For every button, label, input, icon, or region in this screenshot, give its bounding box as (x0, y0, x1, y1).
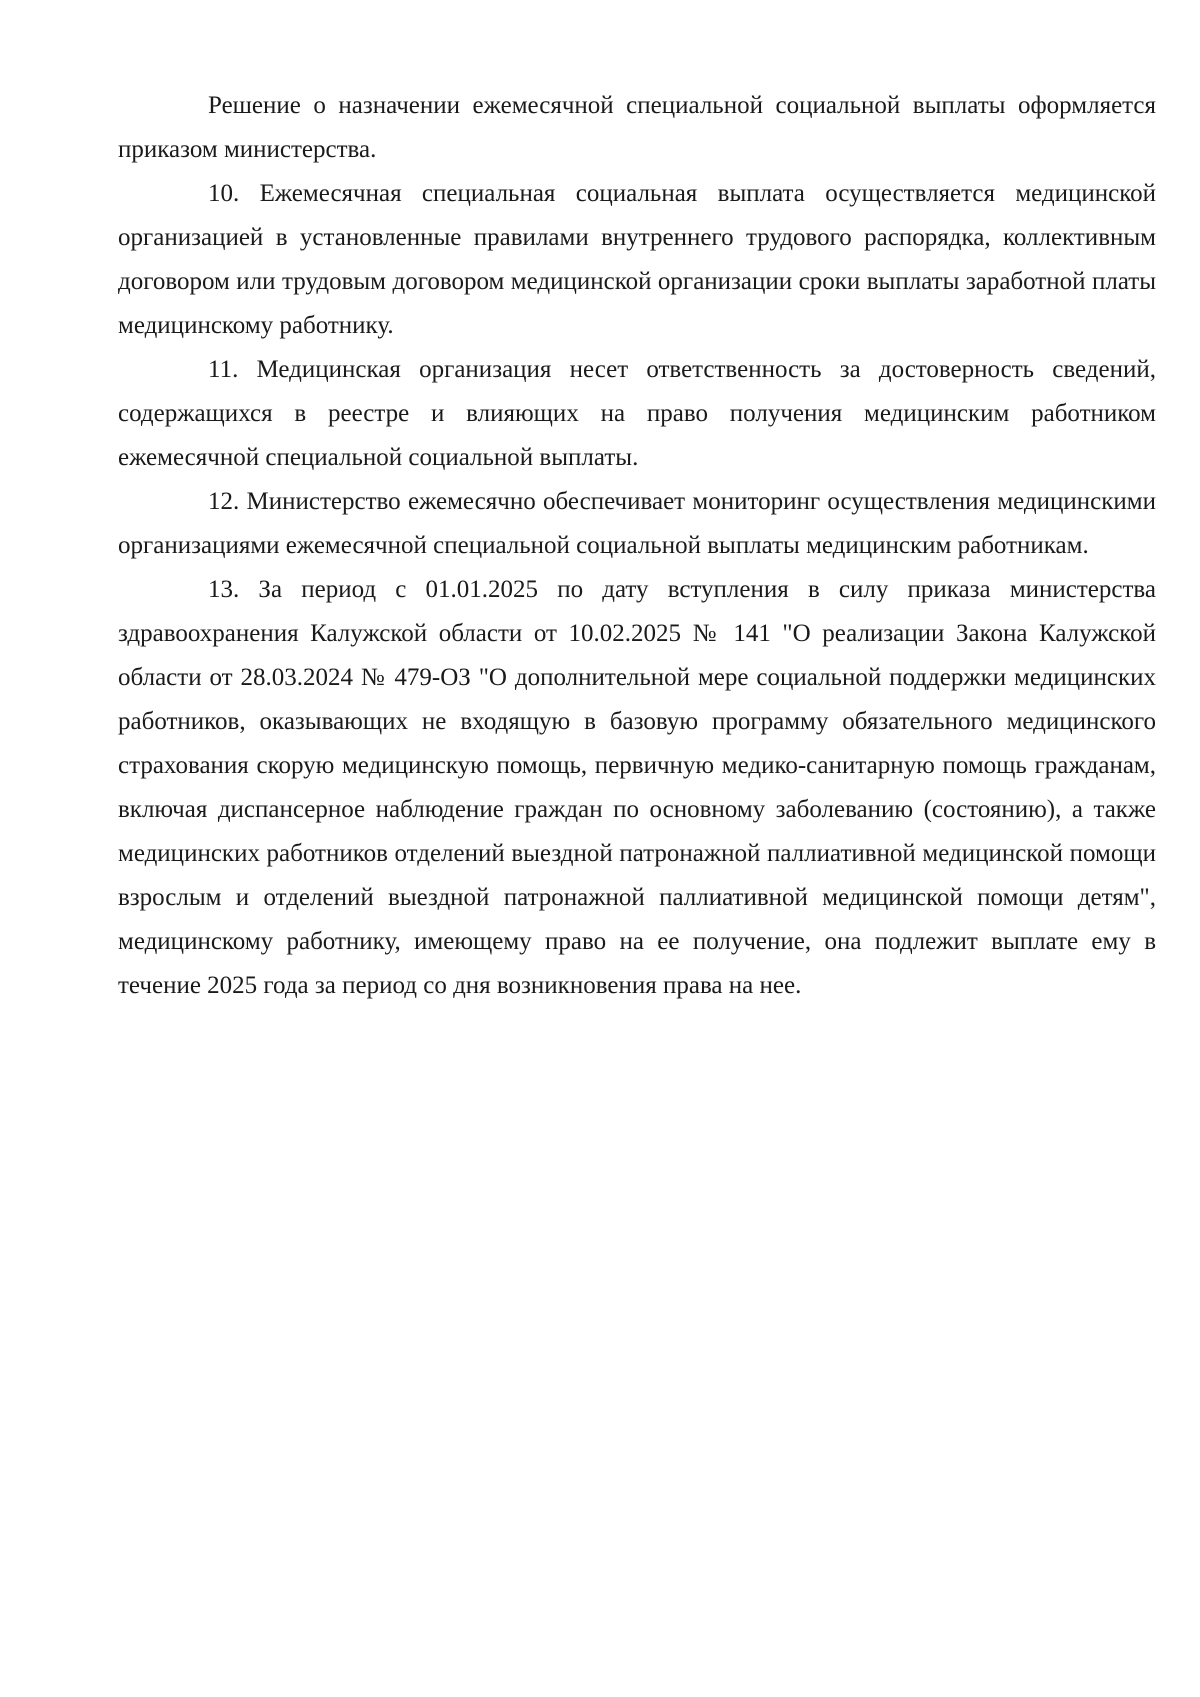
paragraph-decision: Решение о назначении ежемесячной специальной социальной выплаты оформляется приказом министерства. (118, 92, 1156, 163)
paragraph-10: 10. Ежемесячная специальная социальная выплата осуществляется медицинской организацией в установленные правилами внутреннего трудового распорядка, коллективным договором или трудовым договором медицинской организации сроки выплаты заработной платы медицинскому работнику. (118, 180, 1156, 339)
document-body (118, 84, 1156, 1008)
paragraph-12: 12. Министерство ежемесячно обеспечивает мониторинг осуществления медицинскими организациями ежемесячной специальной социальной выплаты медицинским работникам. (118, 488, 1156, 559)
paragraph-13: 13. За период с 01.01.2025 по дату вступления в силу приказа министерства здравоохранения Калужской области от 10.02.2025 № 141 "О реализации Закона Калужской области от 28.03.2024 № 479-ОЗ "О дополнительной мере социальной поддержки медицинских работников, оказывающих не входящую в базовую программу обязательного медицинского страхования скорую медицинскую помощь, первичную медико-санитарную помощь гражданам, включая диспансерное наблюдение граждан по основному заболеванию (состоянию), а также медицинских работников отделений выездной патронажной паллиативной медицинской помощи взрослым и отделений выездной патронажной паллиативной медицинской помощи детям", медицинскому работнику, имеющему право на ее получение, она подлежит выплате ему в течение 2025 года за период со дня возникновения права на нее. (118, 576, 1156, 999)
paragraph-11: 11. Медицинская организация несет ответственность за достоверность сведений, содержащихся в реестре и влияющих на право получения медицинским работником ежемесячной специальной социальной выплаты. (118, 356, 1156, 471)
